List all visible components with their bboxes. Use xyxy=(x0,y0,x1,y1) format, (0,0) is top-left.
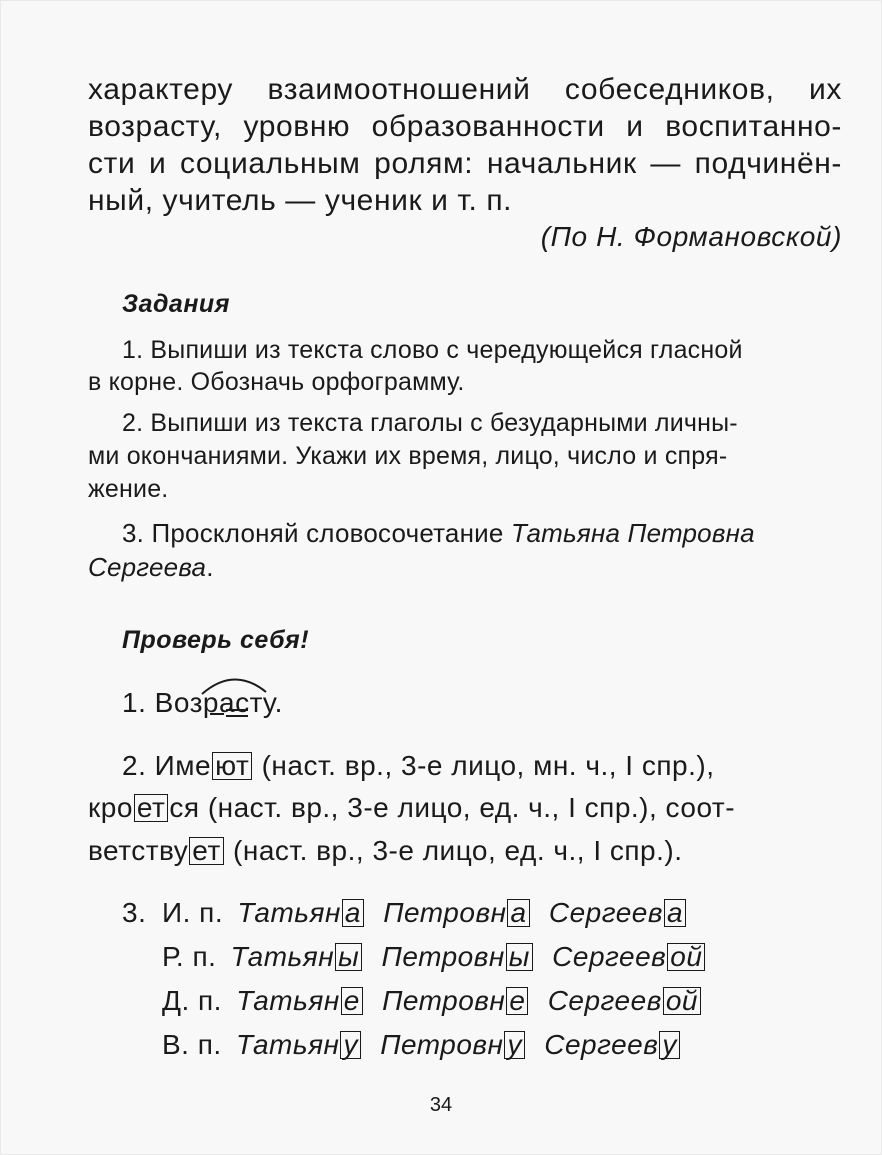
case-label: В. п. xyxy=(162,1029,222,1060)
ending-box: ют xyxy=(212,752,252,780)
ending-box: е xyxy=(341,987,363,1015)
ending-box: ы xyxy=(335,943,362,971)
ending-box: у xyxy=(340,1031,361,1059)
task-3-suffix: . xyxy=(206,552,214,582)
text-line-2: возрасту, уровню образованности и воспитанно- xyxy=(88,110,842,143)
check-heading: Проверь себя! xyxy=(122,626,310,654)
task-1-line-2: в корне. Обозначь орфограмму. xyxy=(88,368,465,396)
task-1-line-1: 1. Выпиши из текста слово с чередующейся гласной xyxy=(122,336,743,364)
ending-box: е xyxy=(506,987,528,1015)
page-number: 34 xyxy=(429,1094,453,1116)
answer-1-suffix: у xyxy=(262,687,275,718)
task-3-prefix: 3. Просклоняй словосочетание xyxy=(122,518,511,548)
answer-1-num: 1. xyxy=(122,687,155,718)
ending-box: ет xyxy=(189,837,223,865)
ending-box: у xyxy=(504,1031,525,1059)
case-label: И. п. xyxy=(162,897,224,928)
answer-2-line-3: ветству ет (наст. вр., 3-е лицо, ед. ч., I спр.). xyxy=(88,835,683,866)
ending-box: ой xyxy=(667,943,705,971)
answer-1: 1. Возраст у. xyxy=(122,686,822,720)
declension-row: Д. п. Татьян е Петровн е Сергеев ой xyxy=(162,984,702,1018)
ending-box: а xyxy=(664,899,686,927)
word-stem: Име xyxy=(154,750,212,781)
ending-box: а xyxy=(507,899,529,927)
task-2-line-1: 2. Выпиши из текста глаголы с безударными личны- xyxy=(122,409,738,437)
case-label: Д. п. xyxy=(162,985,222,1016)
ending-box: а xyxy=(342,899,364,927)
ending-box: у xyxy=(659,1031,680,1059)
ending-box: ет xyxy=(134,794,168,822)
tasks-heading: Задания xyxy=(122,290,230,318)
answer-1-prefix: Воз xyxy=(154,687,203,718)
declension-row: И. п. Татьян а Петровн а Сергеев а xyxy=(162,896,687,930)
word-stem: ветству xyxy=(88,835,189,866)
answer-3-num: 3. xyxy=(122,897,147,928)
text-line-4: ный, учитель — ученик и т. п. xyxy=(88,184,513,217)
declension-row: В. п. Татьян у Петровн у Сергеев у xyxy=(162,1028,681,1062)
text-line-3: сти и социальным ролям: начальник — подчинён- xyxy=(88,147,842,180)
text-line-1: характеру взаимоотношений собеседников, их xyxy=(88,73,842,106)
task-3-line-2 xyxy=(88,552,842,582)
declension-row: Р. п. Татьян ы Петровн ы Сергеев ой xyxy=(162,940,706,974)
word-stem: кро xyxy=(88,792,133,823)
answer-1-root: раст xyxy=(203,686,263,720)
task-2-line-2: ми окончаниями. Укажи их время, лицо, число и спря- xyxy=(88,442,728,470)
source-attribution: (По Н. Формановской) xyxy=(540,221,842,252)
answer-2-line-2: кро ет ся (наст. вр., 3-е лицо, ед. ч., I спр.), соот- xyxy=(88,792,736,823)
ending-box: ой xyxy=(663,987,701,1015)
answer-2-line-1: 2. Име ют (наст. вр., 3-е лицо, мн. ч., I спр.), xyxy=(122,750,715,781)
ending-box: ы xyxy=(506,943,533,971)
task-3-phrase-b: Сергеева xyxy=(88,552,207,582)
task-2-line-3: жение. xyxy=(88,475,169,503)
case-label: Р. п. xyxy=(162,941,217,972)
task-3-phrase-a: Татьяна Петровна xyxy=(510,518,755,548)
task-3-line-1 xyxy=(88,518,842,548)
